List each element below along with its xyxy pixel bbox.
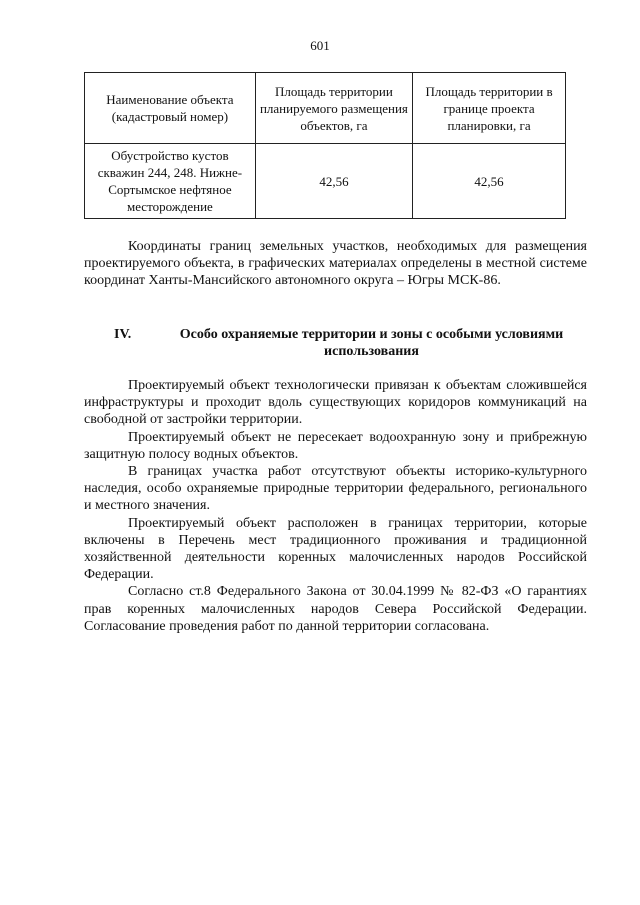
table-cell-planned-area: 42,56 <box>255 144 412 219</box>
objects-table <box>84 72 566 219</box>
page-number: 601 <box>310 38 330 53</box>
table-cell-object-name: Обустройство кустов скважин 244, 248. Нижне-Сортымское нефтяное месторождение <box>85 144 256 219</box>
coordinates-paragraph: Координаты границ земельных участков, необходимых для размещения проектируемого объекта, в графических материалах определены в местной системе координат Ханты-Мансийского автономного округа – Югры МСК-86. <box>84 239 587 289</box>
section-paragraph: Проектируемый объект технологически привязан к объектам сложившейся инфраструктуры и проходит вдоль существующих коридоров коммуникаций на свободной от застройки территории. <box>84 378 587 428</box>
table-header-object-name: Наименование объекта (кадастровый номер) <box>85 73 256 144</box>
section-paragraph: Проектируемый объект не пересекает водоохранную зону и прибрежную защитную полосу водных объектов. <box>84 429 587 462</box>
coordinates-paragraph-block <box>84 238 587 290</box>
table-header-planned-area: Площадь территории планируемого размещения объектов, га <box>255 73 412 144</box>
table-cell-project-area: 42,56 <box>413 144 566 219</box>
table-header-row <box>85 73 566 144</box>
table-row <box>85 144 566 219</box>
section-paragraph: В границах участка работ отсутствуют объекты историко-культурного наследия, особо охраняемые природные территории федерального, регионального и местного значения. <box>84 464 587 514</box>
table-header-project-area: Площадь территории в границе проекта планировки, га <box>413 73 566 144</box>
section-paragraph: Проектируемый объект расположен в границах территории, которые включены в Перечень мест традиционного проживания и традиционной хозяйственной деятельности коренных малочисленных народов Российской Федерации. <box>84 515 587 583</box>
section-paragraph: Согласно ст.8 Федерального Закона от 30.04.1999 № 82-ФЗ «О гарантиях прав коренных малочисленных народов Севера Российской Федерации. Согласование проведения работ по данной территории согласована. <box>84 584 587 634</box>
section-heading <box>84 326 587 360</box>
section-number: IV. <box>114 327 132 342</box>
section-body <box>84 377 587 635</box>
section-title: Особо охраняемые территории и зоны с особыми условиями использования <box>179 327 564 359</box>
